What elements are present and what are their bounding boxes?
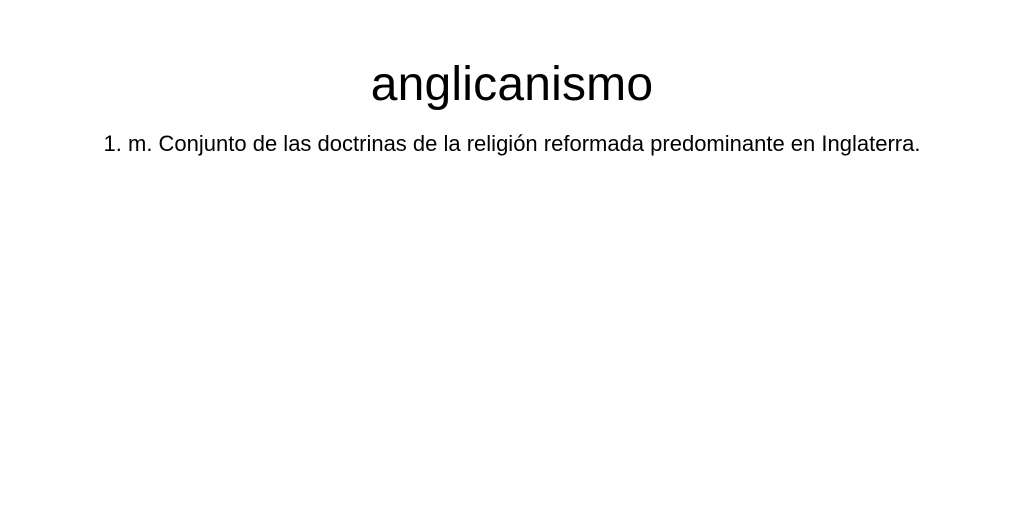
headword-title: anglicanismo bbox=[370, 58, 654, 111]
definition-text: 1. m. Conjunto de las doctrinas de la religión reformada predominante en Inglaterra. bbox=[103, 131, 921, 156]
